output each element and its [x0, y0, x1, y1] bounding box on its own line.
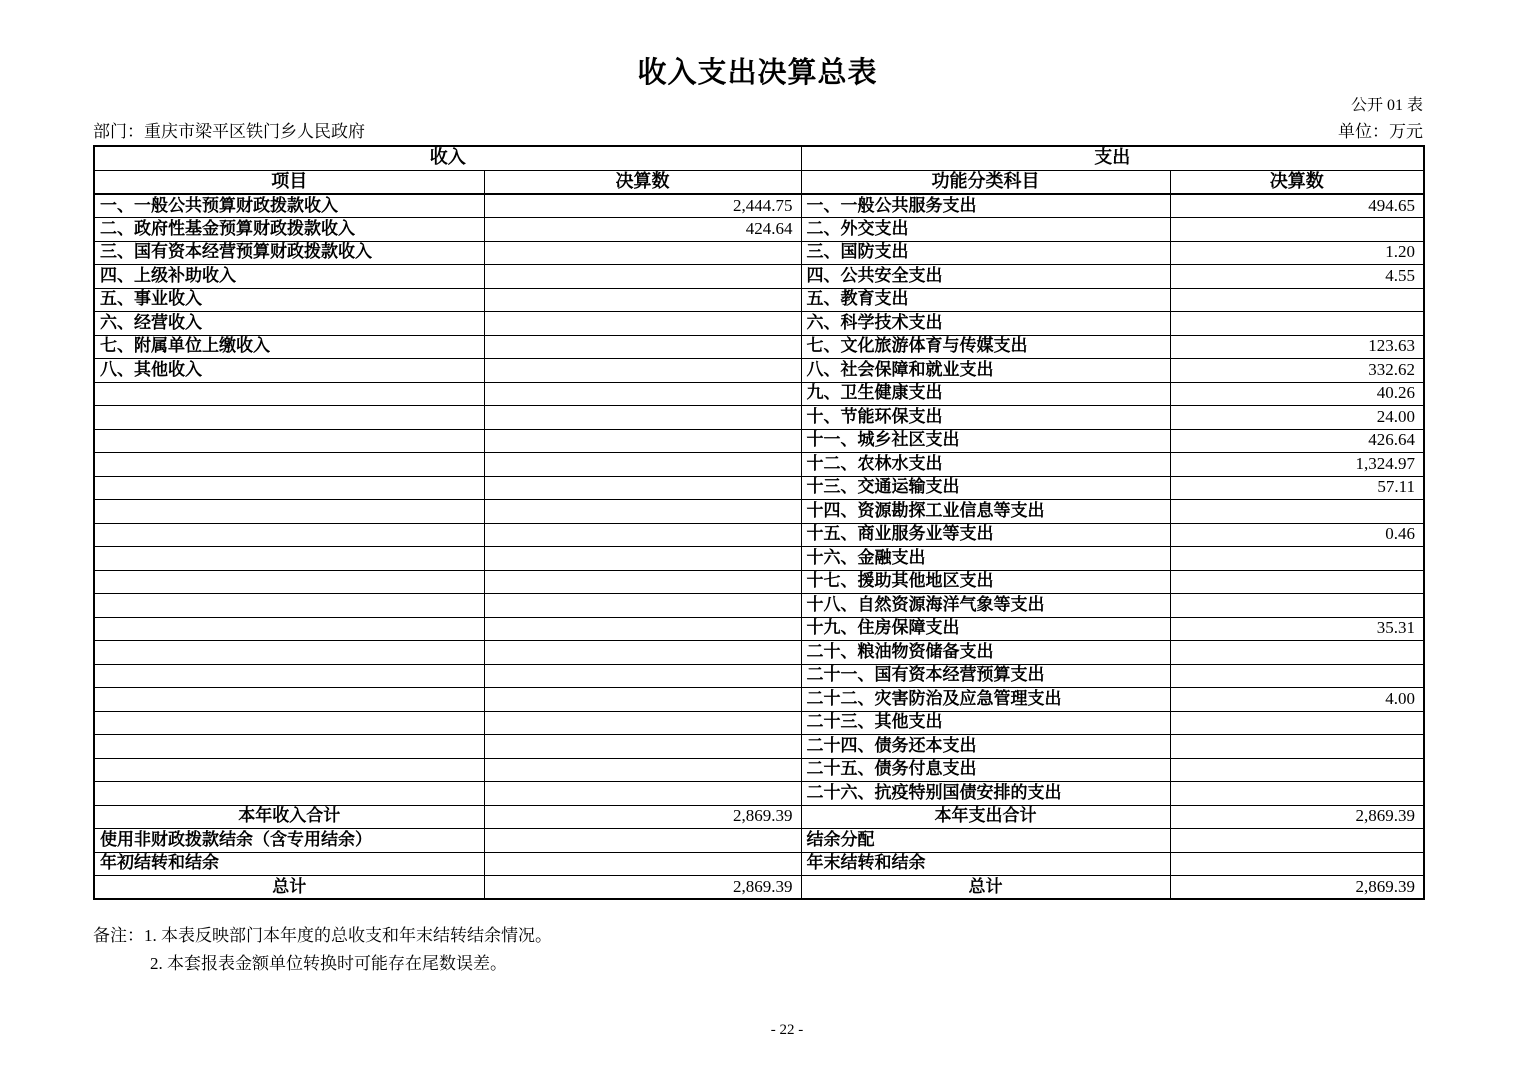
- income-item-cell: [94, 711, 484, 735]
- income-amount-cell: [484, 359, 801, 383]
- expense-item-cell: 三、国防支出: [801, 241, 1170, 265]
- expense-amount-cell: [1170, 218, 1424, 242]
- table-row: [94, 641, 1424, 665]
- expense-item-cell: 一、一般公共服务支出: [801, 194, 1170, 218]
- income-amount-cell: 2,444.75: [484, 194, 801, 218]
- expense-amount-cell: [1170, 735, 1424, 759]
- expense-amount-cell: 57.11: [1170, 476, 1424, 500]
- summary-row: [94, 852, 1424, 876]
- income-item-cell: [94, 523, 484, 547]
- table-row: [94, 429, 1424, 453]
- summary-row: [94, 829, 1424, 853]
- expense-item-cell: 总计: [801, 876, 1170, 900]
- income-item-cell: [94, 570, 484, 594]
- income-item-cell: 一、一般公共预算财政拨款收入: [94, 194, 484, 218]
- income-item-cell: [94, 735, 484, 759]
- expense-amount-cell: 2,869.39: [1170, 805, 1424, 829]
- income-item-cell: [94, 664, 484, 688]
- expense-item-cell: 二、外交支出: [801, 218, 1170, 242]
- income-item-cell: [94, 500, 484, 524]
- page-number: - 22 -: [770, 1022, 804, 1038]
- budget-table: [93, 145, 1425, 900]
- expense-amount-cell: [1170, 547, 1424, 571]
- expense-item-cell: 十六、金融支出: [801, 547, 1170, 571]
- expense-item-cell: 十九、住房保障支出: [801, 617, 1170, 641]
- expense-section-header: 支出: [801, 146, 1424, 170]
- expense-amount-cell: 0.46: [1170, 523, 1424, 547]
- income-amount-cell: [484, 476, 801, 500]
- income-item-cell: [94, 406, 484, 430]
- col-header-item: 项目: [94, 170, 484, 194]
- page-title: 收入支出决算总表: [637, 57, 878, 89]
- income-amount-cell: [484, 265, 801, 289]
- income-item-cell: [94, 382, 484, 406]
- expense-item-cell: 十一、城乡社区支出: [801, 429, 1170, 453]
- expense-amount-cell: [1170, 594, 1424, 618]
- income-amount-cell: [484, 312, 801, 336]
- expense-item-cell: 十五、商业服务业等支出: [801, 523, 1170, 547]
- table-row: [94, 570, 1424, 594]
- summary-row: [94, 805, 1424, 829]
- doc-label: 公开 01 表: [1350, 97, 1423, 114]
- expense-item-cell: 二十、粮油物资储备支出: [801, 641, 1170, 665]
- table-row: [94, 312, 1424, 336]
- table-body: [94, 194, 1424, 899]
- expense-amount-cell: [1170, 758, 1424, 782]
- table-row: [94, 500, 1424, 524]
- expense-amount-cell: 4.00: [1170, 688, 1424, 712]
- income-amount-cell: [484, 735, 801, 759]
- column-header-row: [94, 170, 1424, 194]
- expense-amount-cell: [1170, 711, 1424, 735]
- expense-amount-cell: [1170, 641, 1424, 665]
- table-row: [94, 735, 1424, 759]
- income-item-cell: [94, 594, 484, 618]
- expense-item-cell: 结余分配: [801, 829, 1170, 853]
- table-header: [94, 146, 1424, 194]
- income-amount-cell: [484, 782, 801, 806]
- income-amount-cell: [484, 711, 801, 735]
- expense-amount-cell: [1170, 312, 1424, 336]
- table-row: [94, 617, 1424, 641]
- income-amount-cell: [484, 288, 801, 312]
- expense-amount-cell: 1.20: [1170, 241, 1424, 265]
- expense-item-cell: 十三、交通运输支出: [801, 476, 1170, 500]
- income-amount-cell: [484, 429, 801, 453]
- income-amount-cell: 2,869.39: [484, 805, 801, 829]
- income-amount-cell: [484, 688, 801, 712]
- notes: [93, 922, 552, 978]
- income-amount-cell: [484, 664, 801, 688]
- expense-item-cell: 二十四、债务还本支出: [801, 735, 1170, 759]
- table-row: [94, 335, 1424, 359]
- table-row: [94, 241, 1424, 265]
- expense-amount-cell: [1170, 570, 1424, 594]
- expense-amount-cell: 332.62: [1170, 359, 1424, 383]
- income-item-cell: [94, 782, 484, 806]
- income-item-cell: 总计: [94, 876, 484, 900]
- income-amount-cell: [484, 570, 801, 594]
- income-amount-cell: [484, 547, 801, 571]
- note-text-2: 2. 本套报表金额单位转换时可能存在尾数误差。: [150, 954, 507, 973]
- income-item-cell: 本年收入合计: [94, 805, 484, 829]
- expense-item-cell: 二十二、灾害防治及应急管理支出: [801, 688, 1170, 712]
- income-amount-cell: [484, 758, 801, 782]
- expense-item-cell: 二十一、国有资本经营预算支出: [801, 664, 1170, 688]
- table-row: [94, 547, 1424, 571]
- income-item-cell: 五、事业收入: [94, 288, 484, 312]
- table-row: [94, 476, 1424, 500]
- note-line-2: [150, 950, 552, 978]
- income-item-cell: 三、国有资本经营预算财政拨款收入: [94, 241, 484, 265]
- expense-item-cell: 四、公共安全支出: [801, 265, 1170, 289]
- table-row: [94, 194, 1424, 218]
- table-row: [94, 523, 1424, 547]
- income-amount-cell: [484, 406, 801, 430]
- income-item-cell: [94, 617, 484, 641]
- expense-item-cell: 十二、农林水支出: [801, 453, 1170, 477]
- income-amount-cell: [484, 829, 801, 853]
- table-row: [94, 382, 1424, 406]
- expense-item-cell: 本年支出合计: [801, 805, 1170, 829]
- table-row: [94, 664, 1424, 688]
- meta-row: [93, 117, 1423, 142]
- expense-amount-cell: 123.63: [1170, 335, 1424, 359]
- income-amount-cell: 424.64: [484, 218, 801, 242]
- income-amount-cell: [484, 453, 801, 477]
- expense-amount-cell: 24.00: [1170, 406, 1424, 430]
- income-amount-cell: [484, 241, 801, 265]
- expense-amount-cell: 35.31: [1170, 617, 1424, 641]
- income-item-cell: 年初结转和结余: [94, 852, 484, 876]
- expense-amount-cell: 2,869.39: [1170, 876, 1424, 900]
- income-item-cell: 八、其他收入: [94, 359, 484, 383]
- expense-item-cell: 十四、资源勘探工业信息等支出: [801, 500, 1170, 524]
- expense-amount-cell: [1170, 782, 1424, 806]
- col-header-income-amount: 决算数: [484, 170, 801, 194]
- expense-amount-cell: [1170, 500, 1424, 524]
- income-item-cell: [94, 547, 484, 571]
- expense-item-cell: 八、社会保障和就业支出: [801, 359, 1170, 383]
- expense-amount-cell: [1170, 664, 1424, 688]
- expense-amount-cell: 494.65: [1170, 194, 1424, 218]
- income-item-cell: [94, 641, 484, 665]
- table-row: [94, 406, 1424, 430]
- department-label: 部门：重庆市梁平区铁门乡人民政府: [93, 122, 365, 141]
- income-amount-cell: [484, 382, 801, 406]
- income-amount-cell: [484, 852, 801, 876]
- section-header-row: [94, 146, 1424, 170]
- expense-item-cell: 二十三、其他支出: [801, 711, 1170, 735]
- income-item-cell: 二、政府性基金预算财政拨款收入: [94, 218, 484, 242]
- income-amount-cell: [484, 617, 801, 641]
- expense-amount-cell: 40.26: [1170, 382, 1424, 406]
- expense-item-cell: 年末结转和结余: [801, 852, 1170, 876]
- col-header-expense-amount: 决算数: [1170, 170, 1424, 194]
- table-row: [94, 359, 1424, 383]
- expense-item-cell: 九、卫生健康支出: [801, 382, 1170, 406]
- expense-item-cell: 六、科学技术支出: [801, 312, 1170, 336]
- income-amount-cell: [484, 500, 801, 524]
- table-row: [94, 688, 1424, 712]
- summary-row: [94, 876, 1424, 900]
- table-row: [94, 218, 1424, 242]
- expense-item-cell: 十、节能环保支出: [801, 406, 1170, 430]
- expense-amount-cell: [1170, 829, 1424, 853]
- note-line-1: [93, 922, 552, 950]
- income-item-cell: 七、附属单位上缴收入: [94, 335, 484, 359]
- notes-label: 备注：: [93, 926, 144, 945]
- expense-item-cell: 五、教育支出: [801, 288, 1170, 312]
- income-item-cell: 四、上级补助收入: [94, 265, 484, 289]
- expense-amount-cell: 1,324.97: [1170, 453, 1424, 477]
- income-item-cell: 六、经营收入: [94, 312, 484, 336]
- income-section-header: 收入: [94, 146, 801, 170]
- col-header-function: 功能分类科目: [801, 170, 1170, 194]
- expense-amount-cell: [1170, 852, 1424, 876]
- income-amount-cell: [484, 641, 801, 665]
- expense-item-cell: 十八、自然资源海洋气象等支出: [801, 594, 1170, 618]
- unit-label: 单位：万元: [1338, 122, 1423, 141]
- income-amount-cell: [484, 523, 801, 547]
- expense-amount-cell: [1170, 288, 1424, 312]
- income-item-cell: [94, 453, 484, 477]
- expense-item-cell: 二十五、债务付息支出: [801, 758, 1170, 782]
- table-row: [94, 594, 1424, 618]
- table-row: [94, 265, 1424, 289]
- expense-item-cell: 十七、援助其他地区支出: [801, 570, 1170, 594]
- expense-amount-cell: 426.64: [1170, 429, 1424, 453]
- income-item-cell: [94, 429, 484, 453]
- table-row: [94, 782, 1424, 806]
- note-text-1: 1. 本表反映部门本年度的总收支和年末结转结余情况。: [144, 926, 552, 945]
- income-amount-cell: [484, 594, 801, 618]
- income-amount-cell: 2,869.39: [484, 876, 801, 900]
- expense-item-cell: 七、文化旅游体育与传媒支出: [801, 335, 1170, 359]
- income-item-cell: 使用非财政拨款结余（含专用结余）: [94, 829, 484, 853]
- income-item-cell: [94, 758, 484, 782]
- income-item-cell: [94, 688, 484, 712]
- table-row: [94, 711, 1424, 735]
- expense-item-cell: 二十六、抗疫特别国债安排的支出: [801, 782, 1170, 806]
- table-row: [94, 453, 1424, 477]
- income-item-cell: [94, 476, 484, 500]
- table-row: [94, 288, 1424, 312]
- table-row: [94, 758, 1424, 782]
- income-amount-cell: [484, 335, 801, 359]
- expense-amount-cell: 4.55: [1170, 265, 1424, 289]
